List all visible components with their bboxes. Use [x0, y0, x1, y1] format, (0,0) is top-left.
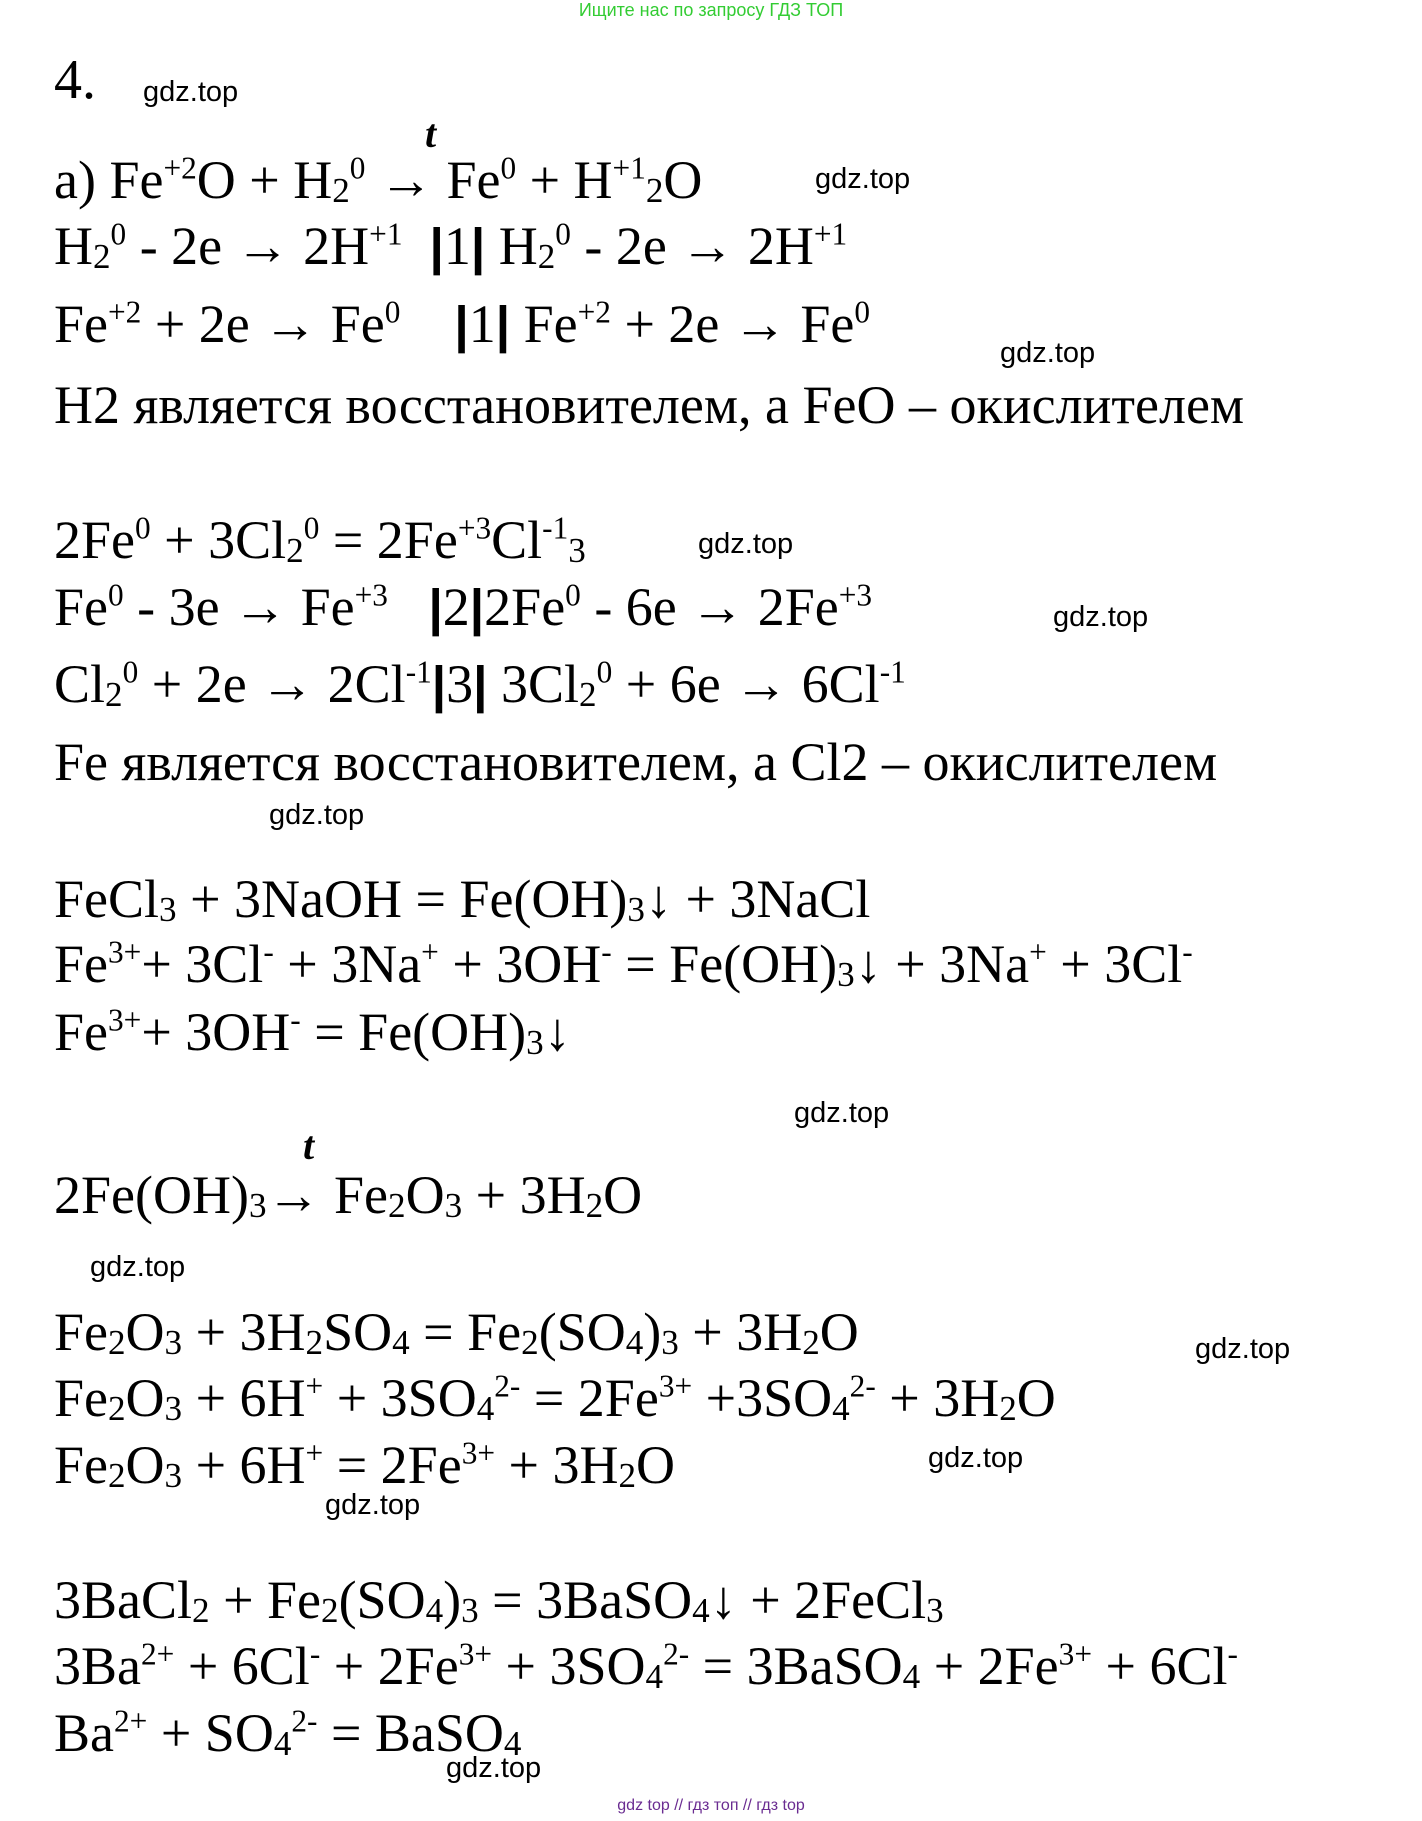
- balance-fe: $Fe^{+2} + 2e \to Fe^0$ |1| $Fe^{+2} + 2e \to Fe^0$: [54, 294, 871, 354]
- watermark: gdz.top: [269, 799, 365, 831]
- watermark: gdz.top: [143, 76, 239, 108]
- equation-bacl2: 3BaCl$_2$ + $Fe_2(SO_4)_3$ = 3BaSO$_4$↓ + 2FeCl$_3$: [54, 1570, 944, 1631]
- ionic-full-fe2o3: $Fe_2O_3 + 6H^+ + 3SO_4^{2-} = 2Fe^{3+} +3SO_4^{2-} + 3H_2O$: [54, 1368, 1056, 1429]
- watermark: gdz.top: [1000, 337, 1096, 369]
- task-number: 4.: [54, 49, 96, 111]
- heat-symbol: t: [425, 111, 437, 156]
- equation-fe2o3-h2so4: $Fe_2O_3 + 3H_2SO_4 = Fe_2(SO_4)_3 + 3H_2O$: [54, 1302, 859, 1363]
- watermark: gdz.top: [1053, 601, 1149, 633]
- fe-role-text: Fe является восстановителем, а Cl2 – окислителем: [54, 732, 1218, 792]
- ionic-short-bacl2: $Ba^{2+} + SO_4^{2-}$ = BaSO$_4$: [54, 1703, 522, 1764]
- h2-role-text: H2 является восстановителем, а FeO – окислителем: [54, 375, 1245, 435]
- balance-fe-cl: $Fe^0 - 3e \to Fe^{+3}$ $|2|2Fe^0 - 6e \to 2Fe^{+3}$: [54, 577, 873, 637]
- equation-fecl3-naoh: FeCl$_3$ + 3NaOH = $Fe(OH)_3↓$ + 3NaCl: [54, 869, 871, 930]
- watermark: gdz.top: [815, 163, 911, 195]
- watermark: gdz.top: [698, 528, 794, 560]
- balance-cl2: $Cl_2^0 + 2e \to 2Cl^{-1}|3|$ $3Cl_2^0 + 6e \to 6Cl^{-1}$: [54, 654, 906, 715]
- watermark: gdz.top: [1195, 1333, 1291, 1365]
- equation-fe-oh3-decomp: $2Fe(OH)_3\to Fe_2O_3 + 3H_2O$: [54, 1165, 643, 1226]
- equation-feo-h2: а) $Fe^{+2}O + H_2^0 \to Fe^0 + H^{+1}_2O$: [54, 150, 703, 211]
- ionic-short-fecl3: $Fe^{3+}+ 3OH^-$ = $Fe(OH)_3↓$: [54, 1002, 571, 1063]
- watermark: gdz.top: [325, 1489, 421, 1521]
- ionic-short-fe2o3: $Fe_2O_3 + 6H^+ = 2Fe^{3+} + 3H_2O$: [54, 1435, 676, 1496]
- ionic-full-bacl2: $3Ba^{2+} + 6Cl^- + 2Fe^{3+} + 3SO_4^{2-}$ = 3BaSO$_4$ + $2Fe^{3+} + 6Cl^-$: [54, 1636, 1238, 1697]
- top-banner: Ищите нас по запросу ГДЗ ТОП: [578, 0, 844, 20]
- balance-h2: $H_2^0 - 2e \to 2H^{+1}$ |1| $H_2^0 - 2e \to 2H^{+1}$: [54, 216, 848, 277]
- heat-symbol: t: [303, 1123, 315, 1168]
- ionic-full-fecl3: $Fe^{3+}+ 3Cl^- + 3Na^+ + 3OH^-$ = $Fe(OH)_3↓ + 3Na^+ + 3Cl^-$: [54, 934, 1193, 995]
- equation-fe-cl2: $2Fe^0 + 3Cl_2^0 = 2Fe^{+3}Cl^{-1}_3$: [54, 510, 586, 571]
- watermark: gdz.top: [794, 1097, 890, 1129]
- watermark: gdz.top: [90, 1251, 186, 1283]
- watermark: gdz.top: [928, 1442, 1024, 1474]
- footer-links: gdz top // гдз топ // гдз top: [617, 1797, 805, 1814]
- watermark: gdz.top: [446, 1752, 542, 1784]
